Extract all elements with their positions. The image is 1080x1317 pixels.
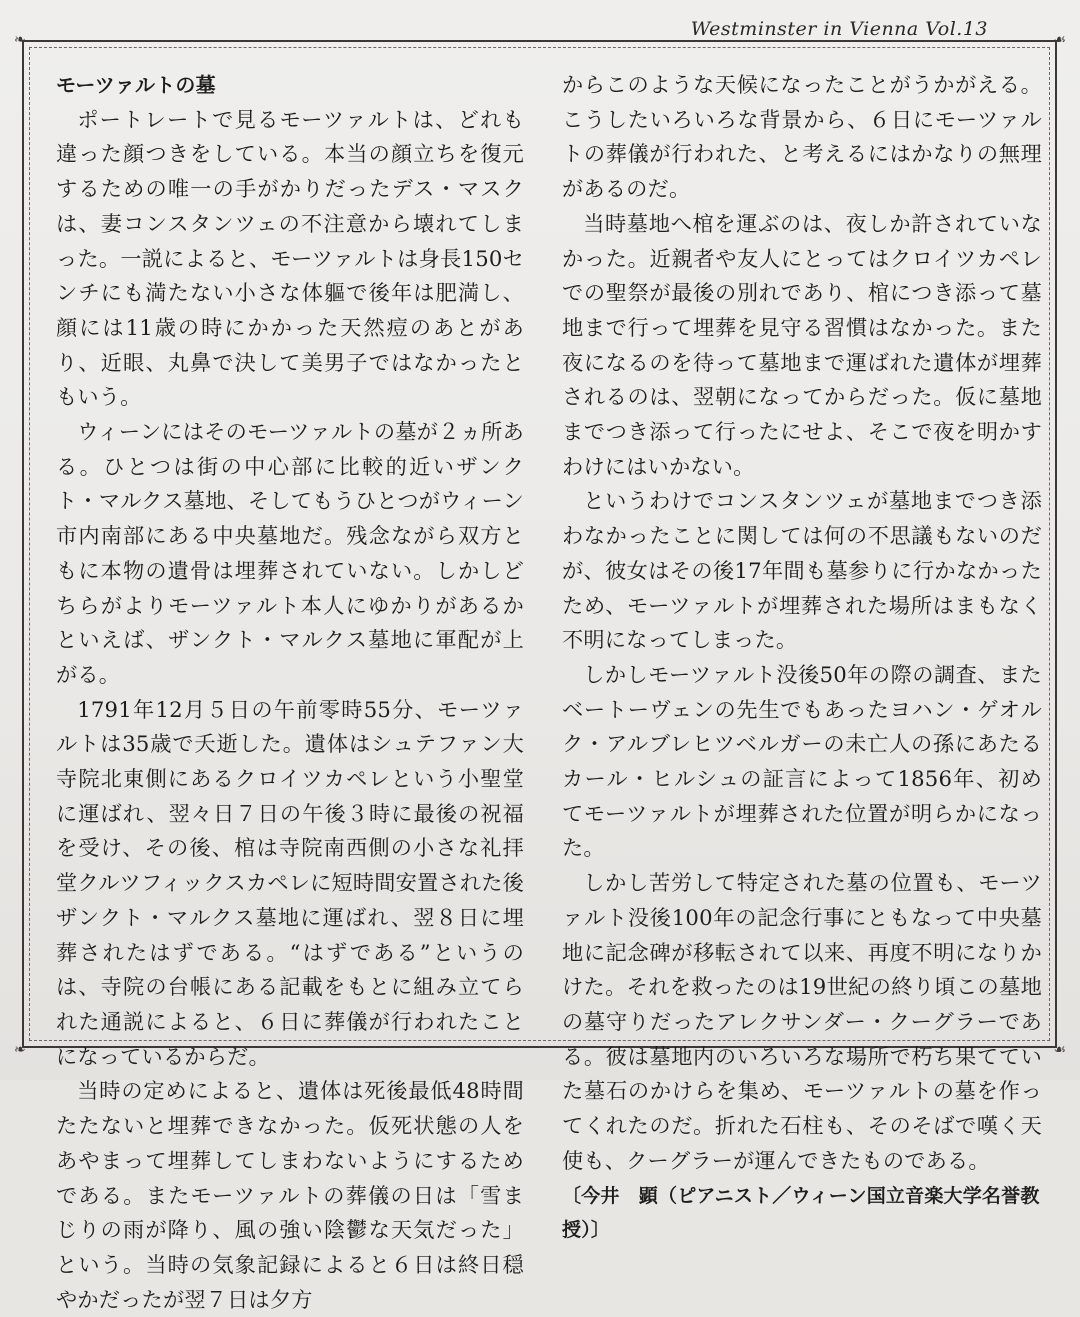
- paragraph: からこのような天候になったことがうかがえる。こうしたいろいろな背景から、６日にモーツァルトの葬儀が行われた、と考えるにはかなりの無理があるのだ。: [562, 72, 1042, 202]
- paragraph: 当時の定めによると、遺体は死後最低48時間たたないと埋葬できなかった。仮死状態の人をあやまって埋葬してしまわないようにするためである。またモーツァルトの葬儀の日は「雪まじりの雨が降り、風の強い陰鬱な天気だった」という。当時の気象記録によると６日は終日穏やかだったが翌７日は夕方: [56, 1078, 524, 1312]
- paragraph: ポートレートで見るモーツァルトは、どれも違った顔つきをしている。本当の顔立ちを復元するための唯一の手がかりだったデス・マスクは、妻コンスタンツェの不注意から壊れてしまった。一説によると、モーツァルトは身長150センチにも満たない小さな体軀で後年は肥満し、顔には11歳の時にかかった天然痘のあとがあり、近眼、丸鼻で決して美男子ではなかったともいう。: [56, 106, 524, 410]
- corner-ornament-icon: ☙: [1053, 32, 1066, 48]
- corner-ornament-icon: ❧: [14, 32, 26, 48]
- article-column-left: [56, 68, 524, 1317]
- publication-header: Westminster in Vienna Vol.13: [690, 18, 988, 40]
- corner-ornament-icon: ❧: [14, 1042, 26, 1058]
- paragraph: しかしモーツァルト没後50年の際の調査、またベートーヴェンの先生でもあったヨハン・ゲオルク・アルブレヒツベルガーの未亡人の孫にあたるカール・ヒルシュの証言によって1856年、初めてモーツァルトが埋葬された位置が明らかになった。: [562, 661, 1042, 861]
- paragraph: 当時墓地へ棺を運ぶのは、夜しか許されていなかった。近親者や友人にとってはクロイツカペレでの聖祭が最後の別れであり、棺につき添って墓地まで行って埋葬を見守る習慣はなかった。また夜になるのを待って墓地まで運ばれた遺体が埋葬されるのは、翌朝になってからだった。仮に墓地までつき添って行ったにせよ、そこで夜を明かすわけにはいかない。: [562, 210, 1042, 479]
- article-title: モーツァルトの墓: [56, 73, 216, 97]
- paragraph: しかし苦労して特定された墓の位置も、モーツァルト没後100年の記念行事にともなって中央墓地に記念碑が移転されて以来、再度不明になりかけた。それを救ったのは19世紀の終り頃この墓地の墓守りだったアレクサンダー・クーグラーである。彼は墓地内のいろいろな場所で朽ち果てていた墓石のかけらを集め、モーツァルトの墓を作ってくれたのだ。折れた石柱も、そのそばで嘆く天使も、クーグラーが運んできたものである。: [562, 870, 1042, 1173]
- paragraph: ウィーンにはそのモーツァルトの墓が２ヵ所ある。ひとつは街の中心部に比較的近いザンクト・マルクス墓地、そしてもうひとつがウィーン市内南部にある中央墓地だ。残念ながら双方ともに本物の遺骨は埋葬されていない。しかしどちらがよりモーツァルト本人にゆかりがあるかといえば、ザンクト・マルクス墓地に軍配が上がる。: [56, 419, 524, 687]
- paragraph: というわけでコンスタンツェが墓地までつき添わなかったことに関しては何の不思議もないのだが、彼女はその後17年間も墓参りに行かなかったため、モーツァルトが埋葬された場所はまもなく不明になってしまった。: [562, 488, 1042, 653]
- author-byline: 〔今井 顕（ピアニスト／ウィーン国立音楽大学名誉教授）〕: [562, 1184, 1040, 1242]
- corner-ornament-icon: ☙: [1053, 1042, 1066, 1058]
- article-column-right: [562, 68, 1042, 1248]
- paragraph: 1791年12月５日の午前零時55分、モーツァルトは35歳で夭逝した。遺体はシュテファン大寺院北東側にあるクロイツカペレという小聖堂に運ばれ、翌々日７日の午後３時に最後の祝福を受け、その後、棺は寺院南西側の小さな礼拝堂クルツフィックスカペレに短時間安置された後ザンクト・マルクス墓地に運ばれ、翌８日に埋葬されたはずである。“はずである”というのは、寺院の台帳にある記載をもとに組み立てられた通説によると、６日に葬儀が行われたことになっているからだ。: [56, 696, 524, 1069]
